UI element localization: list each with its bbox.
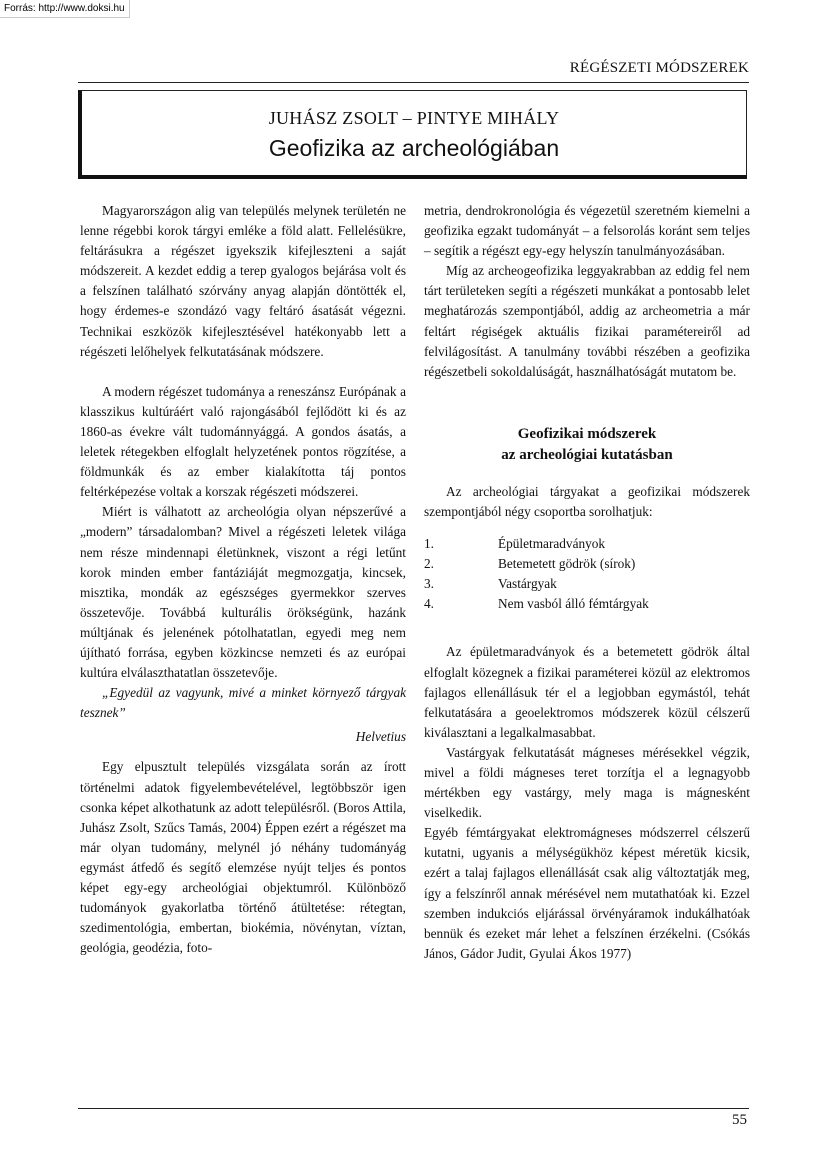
list-item: 3. Vastárgyak <box>424 576 557 592</box>
page-number: 55 <box>732 1112 747 1128</box>
category-list <box>424 534 750 614</box>
section-heading-line: Geofizikai módszerek <box>517 425 657 442</box>
article-title: Geofizika az archeológiában <box>268 135 560 161</box>
paragraph: Az archeológiai tárgyakat a geofizikai módszerek szempontjából négy csoportba sorolhatjuk: <box>424 483 750 519</box>
left-column <box>80 201 406 958</box>
paragraph: Magyarországon alig van település melynek területén ne lenne régebbi korok tárgyi emléke a föld alatt. Fellelésükre, feltárásukra a régészet igyekszik kifejleszteni a saját módszereit. A kezdet eddig a terep gyalogos bejárása volt és a felszínen található szórvány anyag alapján döntötték el, hogy érdemes-e szondázó vagy feltáró ásatását végezni. Technikai eszközök kifejlesztésével hatékonyabb lett a régészeti lelőhelyek felkutatásának módszere. <box>80 203 406 359</box>
quote-author: Helvetius <box>355 729 406 745</box>
header-rule <box>78 82 749 83</box>
paragraph: Egyéb fémtárgyakat elektromágneses módszerrel célszerű kutatni, ugyanis a mélységükhöz képest méretük kicsik, ezért a talaj fajlagos ellenállását csak alig változtatják meg, így a felszínről annak mérésével nem mutathatóak ki. Ezzel szemben indukciós eljárással örvényáramok indukálhatóak bennük és ezeket már lehet a felszínen érzékelni. (Csókás János, Gádor Judit, Gyulai Ákos 1977) <box>424 825 750 961</box>
title-box <box>78 90 747 179</box>
section-heading-line: az archeológiai kutatásban <box>501 446 673 463</box>
footer-rule <box>78 1108 749 1109</box>
paragraph: Vastárgyak felkutatását mágneses mérésekkel végzik, mivel a földi mágneses teret torzítja el a legnagyobb mértékben egy vastárgy, mely maga is mágnesként viselkedik. <box>424 744 750 821</box>
paragraph: metria, dendrokronológia és végezetül szeretném kiemelni a geofizika egzakt tudományát – a felsorolás koránt sem teljes – segítik a régészt egy-egy helyszín tanulmányozásában. <box>424 203 750 259</box>
running-head: RÉGÉSZETI MÓDSZEREK <box>569 60 749 76</box>
paragraph: A modern régészet tudománya a reneszánsz Európának a klasszikus kultúráért való rajongásából fejlődött ki és az 1860-as évekre vált tudománnyággá. A gondos ásatás, a leletek rétegekben elfoglalt helyzetének pontos rögzítése, a földmunkák és az ember kialakította táj pontos feltérképezése voltak a korszak régészeti módszerei. <box>80 383 406 500</box>
quote: „Egyedül az vagyunk, mivé a minket környező tárgyak tesznek” <box>80 685 406 721</box>
authors: JUHÁSZ ZSOLT – PINTYE MIHÁLY <box>268 108 560 128</box>
list-item: 4. Nem vasból álló fémtárgyak <box>424 596 649 612</box>
right-column <box>424 201 750 964</box>
list-item: 2. Betemetett gödrök (sírok) <box>424 556 636 572</box>
paragraph: Míg az archeogeofizika leggyakrabban az eddig fel nem tárt területeken segíti a régészeti munkákat a pontosabb lelet meghatározás szempontjából, addig az archeometria a már feltárt régiségek aktuális fizikai paramétereiről ad felvilágosítást. A tanulmány további részében a geofizika régészetbeli sokoldalúságát, használhatóságát mutatom be. <box>424 263 750 379</box>
source-url: Forrás: http://www.doksi.hu <box>0 0 130 18</box>
paragraph: Miért is válhatott az archeológia olyan népszerűvé a „modern” társadalomban? Mivel a régészeti leletek világa nem része mindennapi életünknek, viszont a régi letűnt korok minden ember fantáziáját megmozgatja, kincsek, misztika, mondák az egészséges gyermekkor szerves összetevője. Továbbá kulturális örökségünk, hazánk múltjának és jelenének pótolhatatlan, egyedi meg nem újítható forrása, egyben közkincse nemzeti és az európai kultúra elválaszthatatlan összetevője. <box>80 504 406 681</box>
paragraph: Egy elpusztult település vizsgálata során az írott történelmi adatok figyelembevételével, legtöbbször igen csonka képet alkothatunk az adott településről. (Boros Attila, Juhász Zsolt, Szűcs Tamás, 2004) Éppen ezért a régészet ma már olyan tudomány, melynél jó néhány tudományág egymást átfedő és segítő elemzése nyújt teljes és pontos képet egy-egy archeológiai objektumról. Különböző tudományok gyakorlatba történő átültetése: rétegtan, szedimentológia, embertan, biokémia, növénytan, víztan, geológia, geodézia, foto- <box>80 759 406 956</box>
paragraph: Az épületmaradványok és a betemetett gödrök által elfoglalt közegnek a fizikai paraméterei közül az elektromos fajlagos ellenállásuk tér el a legjobban egymástól, tehát felkutatására a geoelektromos módszerek közül célszerű kiválasztani a legalkalmasabbat. <box>424 644 750 740</box>
list-item: 1. Épületmaradványok <box>424 536 606 552</box>
section-heading <box>424 424 750 466</box>
